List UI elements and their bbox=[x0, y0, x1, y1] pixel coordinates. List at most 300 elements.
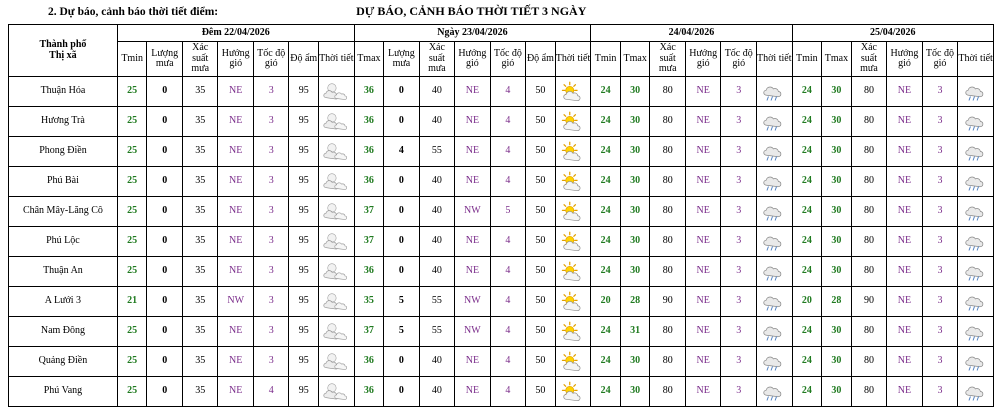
night-humidity: 95 bbox=[289, 287, 319, 317]
col-d3-wind-dir: Hướng gió bbox=[685, 42, 721, 77]
d3-wind-dir: NE bbox=[685, 347, 721, 377]
table-body bbox=[9, 77, 994, 407]
d3-tmin: 24 bbox=[591, 377, 621, 407]
col-day-humidity: Độ ẩm bbox=[526, 42, 556, 77]
day-rain-amount: 0 bbox=[384, 227, 420, 257]
day-wind-speed: 4 bbox=[490, 227, 526, 257]
d4-tmax: 30 bbox=[822, 107, 852, 137]
day-tmax: 36 bbox=[354, 137, 384, 167]
night-weather-icon bbox=[319, 137, 355, 167]
day-weather-icon bbox=[555, 167, 591, 197]
d4-tmin: 24 bbox=[792, 137, 822, 167]
day-wind-dir: NW bbox=[455, 197, 491, 227]
d3-wind-speed: 3 bbox=[721, 107, 757, 137]
day-humidity: 50 bbox=[526, 287, 556, 317]
d4-weather-icon bbox=[958, 257, 994, 287]
d3-tmin: 24 bbox=[591, 347, 621, 377]
night-wind-dir: NE bbox=[218, 317, 254, 347]
night-rain-amount: 0 bbox=[147, 167, 183, 197]
d3-rain-prob: 80 bbox=[650, 167, 686, 197]
city-header bbox=[9, 25, 118, 77]
d4-wind-speed: 3 bbox=[922, 167, 958, 197]
night-humidity: 95 bbox=[289, 107, 319, 137]
night-rain-prob: 35 bbox=[182, 167, 218, 197]
d4-wind-dir: NE bbox=[887, 377, 923, 407]
d4-rain-prob: 80 bbox=[851, 77, 887, 107]
night-rain-prob: 35 bbox=[182, 317, 218, 347]
night-wind-speed: 3 bbox=[253, 77, 289, 107]
night-wind-dir: NE bbox=[218, 137, 254, 167]
d4-tmin: 24 bbox=[792, 167, 822, 197]
day-rain-prob: 40 bbox=[419, 107, 455, 137]
day-weather-icon bbox=[555, 317, 591, 347]
d4-rain-prob: 80 bbox=[851, 257, 887, 287]
d4-weather-icon bbox=[958, 197, 994, 227]
night-wind-dir: NE bbox=[218, 347, 254, 377]
night-wind-dir: NE bbox=[218, 227, 254, 257]
group-header-d3: 24/04/2026 bbox=[591, 25, 792, 42]
night-tmin: 25 bbox=[117, 137, 147, 167]
d3-weather-icon bbox=[756, 227, 792, 257]
night-rain-amount: 0 bbox=[147, 77, 183, 107]
d4-wind-speed: 3 bbox=[922, 287, 958, 317]
day-humidity: 50 bbox=[526, 137, 556, 167]
col-night-weather: Thời tiết bbox=[319, 42, 355, 77]
night-weather-icon bbox=[319, 227, 355, 257]
night-humidity: 95 bbox=[289, 137, 319, 167]
day-wind-speed: 4 bbox=[490, 317, 526, 347]
col-d4-tmax: Tmax bbox=[822, 42, 852, 77]
d3-weather-icon bbox=[756, 257, 792, 287]
day-rain-prob: 40 bbox=[419, 377, 455, 407]
night-tmin: 25 bbox=[117, 77, 147, 107]
day-wind-dir: NE bbox=[455, 257, 491, 287]
d3-tmax: 30 bbox=[620, 137, 650, 167]
d4-weather-icon bbox=[958, 137, 994, 167]
d4-wind-dir: NE bbox=[887, 257, 923, 287]
day-rain-amount: 0 bbox=[384, 167, 420, 197]
col-d3-rain-prob: Xác suất mưa bbox=[650, 42, 686, 77]
d3-weather-icon bbox=[756, 137, 792, 167]
d3-tmax: 30 bbox=[620, 107, 650, 137]
day-tmax: 36 bbox=[354, 167, 384, 197]
col-day-rain-amount: Lượng mưa bbox=[384, 42, 420, 77]
d4-tmax: 30 bbox=[822, 137, 852, 167]
day-rain-prob: 40 bbox=[419, 257, 455, 287]
d4-wind-speed: 3 bbox=[922, 257, 958, 287]
day-tmax: 37 bbox=[354, 227, 384, 257]
col-day-wind-dir: Hướng gió bbox=[455, 42, 491, 77]
night-wind-speed: 3 bbox=[253, 317, 289, 347]
night-tmin: 25 bbox=[117, 257, 147, 287]
day-tmax: 36 bbox=[354, 257, 384, 287]
day-wind-dir: NW bbox=[455, 287, 491, 317]
day-rain-amount: 0 bbox=[384, 197, 420, 227]
d3-wind-speed: 3 bbox=[721, 377, 757, 407]
day-rain-amount: 5 bbox=[384, 317, 420, 347]
night-tmin: 21 bbox=[117, 287, 147, 317]
d3-tmax: 28 bbox=[620, 287, 650, 317]
d3-weather-icon bbox=[756, 347, 792, 377]
d3-wind-dir: NE bbox=[685, 317, 721, 347]
night-rain-prob: 35 bbox=[182, 137, 218, 167]
night-humidity: 95 bbox=[289, 317, 319, 347]
d3-weather-icon bbox=[756, 167, 792, 197]
d4-tmin: 24 bbox=[792, 377, 822, 407]
d4-weather-icon bbox=[958, 287, 994, 317]
day-weather-icon bbox=[555, 377, 591, 407]
night-humidity: 95 bbox=[289, 227, 319, 257]
night-rain-prob: 35 bbox=[182, 197, 218, 227]
day-tmax: 37 bbox=[354, 317, 384, 347]
d4-tmax: 30 bbox=[822, 377, 852, 407]
d4-tmin: 24 bbox=[792, 227, 822, 257]
night-humidity: 95 bbox=[289, 167, 319, 197]
d4-weather-icon bbox=[958, 107, 994, 137]
day-weather-icon bbox=[555, 287, 591, 317]
d3-wind-speed: 3 bbox=[721, 167, 757, 197]
city-header-line2: Thị xã bbox=[49, 49, 77, 61]
day-wind-dir: NE bbox=[455, 347, 491, 377]
d3-wind-speed: 3 bbox=[721, 347, 757, 377]
day-weather-icon bbox=[555, 197, 591, 227]
d4-tmin: 24 bbox=[792, 107, 822, 137]
d4-tmin: 24 bbox=[792, 257, 822, 287]
d4-wind-speed: 3 bbox=[922, 197, 958, 227]
d3-tmin: 24 bbox=[591, 227, 621, 257]
col-d3-weather: Thời tiết bbox=[756, 42, 792, 77]
d4-rain-prob: 80 bbox=[851, 107, 887, 137]
d3-rain-prob: 80 bbox=[650, 257, 686, 287]
d3-wind-dir: NE bbox=[685, 197, 721, 227]
col-night-rain-prob: Xác suất mưa bbox=[182, 42, 218, 77]
day-wind-dir: NE bbox=[455, 107, 491, 137]
city-name: Phú Vang bbox=[9, 377, 118, 407]
day-tmax: 35 bbox=[354, 287, 384, 317]
night-wind-dir: NE bbox=[218, 167, 254, 197]
day-tmax: 36 bbox=[354, 77, 384, 107]
table-row bbox=[9, 377, 994, 407]
city-name: Phú Lộc bbox=[9, 227, 118, 257]
day-weather-icon bbox=[555, 77, 591, 107]
night-wind-dir: NW bbox=[218, 287, 254, 317]
d3-rain-prob: 80 bbox=[650, 227, 686, 257]
col-day-wind-speed: Tốc độ gió bbox=[490, 42, 526, 77]
day-rain-prob: 40 bbox=[419, 167, 455, 197]
d4-weather-icon bbox=[958, 167, 994, 197]
night-humidity: 95 bbox=[289, 377, 319, 407]
col-night-rain-amount: Lượng mưa bbox=[147, 42, 183, 77]
night-weather-icon bbox=[319, 167, 355, 197]
d4-wind-speed: 3 bbox=[922, 317, 958, 347]
d4-tmin: 24 bbox=[792, 317, 822, 347]
day-humidity: 50 bbox=[526, 317, 556, 347]
night-weather-icon bbox=[319, 197, 355, 227]
night-rain-prob: 35 bbox=[182, 377, 218, 407]
d3-tmax: 30 bbox=[620, 227, 650, 257]
d4-tmax: 30 bbox=[822, 227, 852, 257]
night-tmin: 25 bbox=[117, 197, 147, 227]
col-d4-tmin: Tmin bbox=[792, 42, 822, 77]
night-wind-speed: 3 bbox=[253, 137, 289, 167]
d4-weather-icon bbox=[958, 227, 994, 257]
day-rain-prob: 40 bbox=[419, 197, 455, 227]
night-rain-amount: 0 bbox=[147, 197, 183, 227]
d4-wind-dir: NE bbox=[887, 227, 923, 257]
d4-wind-speed: 3 bbox=[922, 137, 958, 167]
day-weather-icon bbox=[555, 137, 591, 167]
d3-wind-dir: NE bbox=[685, 227, 721, 257]
d4-tmax: 30 bbox=[822, 197, 852, 227]
day-wind-dir: NE bbox=[455, 77, 491, 107]
day-humidity: 50 bbox=[526, 167, 556, 197]
day-rain-amount: 0 bbox=[384, 347, 420, 377]
night-weather-icon bbox=[319, 287, 355, 317]
day-humidity: 50 bbox=[526, 347, 556, 377]
d3-tmax: 30 bbox=[620, 77, 650, 107]
col-night-wind-dir: Hướng gió bbox=[218, 42, 254, 77]
d3-tmin: 24 bbox=[591, 257, 621, 287]
day-wind-speed: 4 bbox=[490, 77, 526, 107]
d4-rain-prob: 80 bbox=[851, 317, 887, 347]
d4-tmin: 24 bbox=[792, 197, 822, 227]
d3-wind-dir: NE bbox=[685, 107, 721, 137]
d4-tmin: 24 bbox=[792, 347, 822, 377]
day-rain-prob: 55 bbox=[419, 137, 455, 167]
night-rain-prob: 35 bbox=[182, 227, 218, 257]
table-head bbox=[9, 25, 994, 77]
day-rain-amount: 0 bbox=[384, 377, 420, 407]
d3-tmin: 24 bbox=[591, 77, 621, 107]
d4-weather-icon bbox=[958, 377, 994, 407]
day-rain-prob: 55 bbox=[419, 317, 455, 347]
d3-wind-speed: 3 bbox=[721, 137, 757, 167]
d4-wind-dir: NE bbox=[887, 77, 923, 107]
d4-tmin: 20 bbox=[792, 287, 822, 317]
d3-weather-icon bbox=[756, 317, 792, 347]
night-wind-speed: 3 bbox=[253, 287, 289, 317]
night-tmin: 25 bbox=[117, 317, 147, 347]
night-wind-speed: 3 bbox=[253, 107, 289, 137]
d4-wind-dir: NE bbox=[887, 287, 923, 317]
day-tmax: 36 bbox=[354, 347, 384, 377]
day-wind-dir: NE bbox=[455, 227, 491, 257]
night-rain-amount: 0 bbox=[147, 347, 183, 377]
d3-tmax: 30 bbox=[620, 197, 650, 227]
d3-wind-speed: 3 bbox=[721, 287, 757, 317]
night-rain-amount: 0 bbox=[147, 287, 183, 317]
city-name: Phú Bài bbox=[9, 167, 118, 197]
day-wind-speed: 4 bbox=[490, 137, 526, 167]
night-rain-prob: 35 bbox=[182, 287, 218, 317]
night-rain-amount: 0 bbox=[147, 227, 183, 257]
night-humidity: 95 bbox=[289, 197, 319, 227]
table-row bbox=[9, 287, 994, 317]
d4-wind-speed: 3 bbox=[922, 227, 958, 257]
city-name: Phong Điền bbox=[9, 137, 118, 167]
d3-wind-speed: 3 bbox=[721, 77, 757, 107]
d3-wind-dir: NE bbox=[685, 287, 721, 317]
group-header-d4: 25/04/2026 bbox=[792, 25, 993, 42]
day-rain-amount: 0 bbox=[384, 77, 420, 107]
d4-wind-dir: NE bbox=[887, 347, 923, 377]
night-rain-prob: 35 bbox=[182, 77, 218, 107]
d3-rain-prob: 80 bbox=[650, 317, 686, 347]
d3-tmin: 20 bbox=[591, 287, 621, 317]
col-day-weather: Thời tiết bbox=[555, 42, 591, 77]
d3-rain-prob: 80 bbox=[650, 377, 686, 407]
d3-weather-icon bbox=[756, 107, 792, 137]
night-rain-amount: 0 bbox=[147, 257, 183, 287]
d3-wind-speed: 3 bbox=[721, 197, 757, 227]
night-weather-icon bbox=[319, 377, 355, 407]
night-tmin: 25 bbox=[117, 377, 147, 407]
d4-wind-speed: 3 bbox=[922, 77, 958, 107]
city-name: Quảng Điền bbox=[9, 347, 118, 377]
table-row bbox=[9, 317, 994, 347]
night-wind-speed: 3 bbox=[253, 257, 289, 287]
day-wind-speed: 4 bbox=[490, 287, 526, 317]
d3-rain-prob: 90 bbox=[650, 287, 686, 317]
d4-rain-prob: 80 bbox=[851, 137, 887, 167]
group-header-night: Đêm 22/04/2026 bbox=[117, 25, 354, 42]
column-header-row bbox=[9, 42, 994, 77]
table-row bbox=[9, 197, 994, 227]
city-name: Thuận Hóa bbox=[9, 77, 118, 107]
day-rain-prob: 40 bbox=[419, 227, 455, 257]
d4-rain-prob: 80 bbox=[851, 197, 887, 227]
d3-rain-prob: 80 bbox=[650, 347, 686, 377]
d4-rain-prob: 80 bbox=[851, 347, 887, 377]
night-weather-icon bbox=[319, 347, 355, 377]
city-name: Chân Mây-Lăng Cô bbox=[9, 197, 118, 227]
table-row bbox=[9, 257, 994, 287]
d4-weather-icon bbox=[958, 317, 994, 347]
night-weather-icon bbox=[319, 257, 355, 287]
night-rain-amount: 0 bbox=[147, 137, 183, 167]
night-wind-dir: NE bbox=[218, 107, 254, 137]
d3-weather-icon bbox=[756, 377, 792, 407]
table-row bbox=[9, 137, 994, 167]
city-name: Thuận An bbox=[9, 257, 118, 287]
night-wind-dir: NE bbox=[218, 77, 254, 107]
table-row bbox=[9, 167, 994, 197]
day-humidity: 50 bbox=[526, 377, 556, 407]
col-d4-rain-prob: Xác suất mưa bbox=[851, 42, 887, 77]
col-d3-tmin: Tmin bbox=[591, 42, 621, 77]
day-rain-amount: 4 bbox=[384, 137, 420, 167]
d3-weather-icon bbox=[756, 287, 792, 317]
page-title: DỰ BÁO, CẢNH BÁO THỜI TIẾT 3 NGÀY bbox=[356, 4, 587, 18]
night-humidity: 95 bbox=[289, 257, 319, 287]
day-wind-speed: 4 bbox=[490, 257, 526, 287]
d3-rain-prob: 80 bbox=[650, 137, 686, 167]
table-row bbox=[9, 227, 994, 257]
group-header-row bbox=[9, 25, 994, 42]
d4-rain-prob: 80 bbox=[851, 227, 887, 257]
day-humidity: 50 bbox=[526, 227, 556, 257]
city-header-line1: Thành phố bbox=[39, 39, 87, 50]
d3-tmin: 24 bbox=[591, 317, 621, 347]
col-d4-wind-dir: Hướng gió bbox=[887, 42, 923, 77]
d3-wind-dir: NE bbox=[685, 257, 721, 287]
night-rain-amount: 0 bbox=[147, 317, 183, 347]
d3-tmin: 24 bbox=[591, 167, 621, 197]
night-rain-amount: 0 bbox=[147, 377, 183, 407]
day-rain-prob: 40 bbox=[419, 77, 455, 107]
night-weather-icon bbox=[319, 317, 355, 347]
night-wind-speed: 3 bbox=[253, 347, 289, 377]
col-d4-wind-speed: Tốc độ gió bbox=[922, 42, 958, 77]
table-row bbox=[9, 347, 994, 377]
section-title: 2. Dự báo, cảnh báo thời tiết điểm: bbox=[48, 6, 219, 18]
d3-weather-icon bbox=[756, 197, 792, 227]
d4-tmax: 30 bbox=[822, 77, 852, 107]
d3-wind-speed: 3 bbox=[721, 257, 757, 287]
d4-wind-dir: NE bbox=[887, 107, 923, 137]
d3-wind-dir: NE bbox=[685, 167, 721, 197]
night-rain-prob: 35 bbox=[182, 257, 218, 287]
d4-tmin: 24 bbox=[792, 77, 822, 107]
d4-weather-icon bbox=[958, 347, 994, 377]
night-wind-speed: 3 bbox=[253, 227, 289, 257]
night-rain-prob: 35 bbox=[182, 347, 218, 377]
night-wind-dir: NE bbox=[218, 257, 254, 287]
col-day-rain-prob: Xác suất mưa bbox=[419, 42, 455, 77]
night-tmin: 25 bbox=[117, 347, 147, 377]
day-wind-speed: 4 bbox=[490, 347, 526, 377]
day-wind-speed: 4 bbox=[490, 377, 526, 407]
day-humidity: 50 bbox=[526, 257, 556, 287]
day-rain-prob: 40 bbox=[419, 347, 455, 377]
d3-wind-speed: 3 bbox=[721, 227, 757, 257]
d3-tmin: 24 bbox=[591, 107, 621, 137]
d3-tmax: 30 bbox=[620, 347, 650, 377]
d4-tmax: 28 bbox=[822, 287, 852, 317]
page-header bbox=[0, 0, 1000, 24]
day-weather-icon bbox=[555, 347, 591, 377]
night-weather-icon bbox=[319, 107, 355, 137]
d4-rain-prob: 90 bbox=[851, 287, 887, 317]
d3-rain-prob: 80 bbox=[650, 107, 686, 137]
day-wind-dir: NE bbox=[455, 377, 491, 407]
col-night-humidity: Độ ẩm bbox=[289, 42, 319, 77]
d3-rain-prob: 80 bbox=[650, 77, 686, 107]
night-tmin: 25 bbox=[117, 227, 147, 257]
day-weather-icon bbox=[555, 257, 591, 287]
night-rain-amount: 0 bbox=[147, 107, 183, 137]
d3-wind-speed: 3 bbox=[721, 317, 757, 347]
night-tmin: 25 bbox=[117, 167, 147, 197]
forecast-table bbox=[8, 24, 994, 407]
day-rain-amount: 5 bbox=[384, 287, 420, 317]
d4-rain-prob: 80 bbox=[851, 377, 887, 407]
d4-wind-speed: 3 bbox=[922, 377, 958, 407]
col-d3-tmax: Tmax bbox=[620, 42, 650, 77]
d3-tmin: 24 bbox=[591, 137, 621, 167]
table-row bbox=[9, 107, 994, 137]
night-wind-dir: NE bbox=[218, 377, 254, 407]
d4-wind-dir: NE bbox=[887, 197, 923, 227]
d4-tmax: 30 bbox=[822, 317, 852, 347]
d4-weather-icon bbox=[958, 77, 994, 107]
night-humidity: 95 bbox=[289, 347, 319, 377]
d4-wind-dir: NE bbox=[887, 137, 923, 167]
d4-wind-dir: NE bbox=[887, 167, 923, 197]
day-tmax: 36 bbox=[354, 107, 384, 137]
d3-tmax: 30 bbox=[620, 167, 650, 197]
d4-wind-dir: NE bbox=[887, 317, 923, 347]
